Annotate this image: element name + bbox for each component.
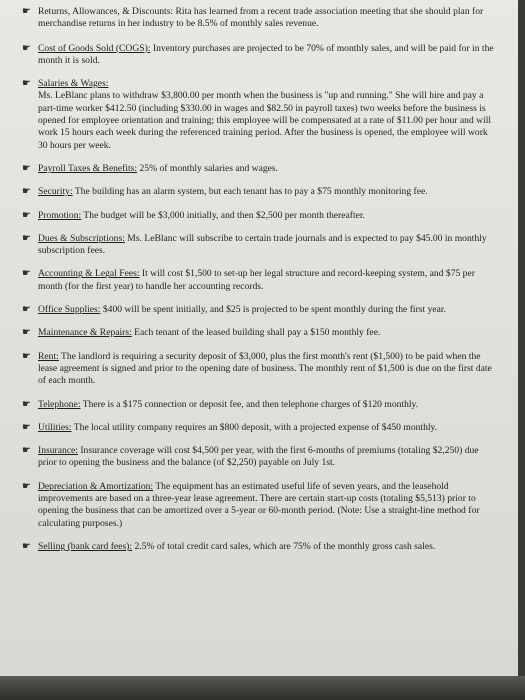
item-heading: Depreciation & Amortization:: [38, 480, 154, 492]
pointing-hand-icon: ☛: [22, 421, 31, 433]
pointing-hand-icon: ☛: [22, 162, 31, 174]
item-heading: Returns, Allowances, & Discounts:: [38, 6, 174, 17]
item-heading: Payroll Taxes & Benefits:: [38, 162, 138, 174]
item-heading: Telephone:: [38, 398, 81, 410]
item-heading: Accounting & Legal Fees:: [38, 268, 140, 280]
item-text: Inventory purchases are projected to be 70% of monthly sales, and will be paid for in the month it is sold.: [38, 42, 494, 66]
item-text: The landlord is requiring a security deposit of $3,000, plus the first month's rent ($1,500) to be paid when the lease agreement is signed and prior to the opening date of business. The monthly rent of $1,500 is due on the first date of each month.: [38, 350, 492, 387]
list-item: [22, 186, 498, 198]
pointing-hand-icon: ☛: [22, 268, 31, 280]
item-heading: Dues & Subscriptions:: [38, 232, 125, 244]
table-surface: [0, 676, 525, 700]
item-text: The budget will be $3,000 initially, and then $2,500 per month thereafter.: [81, 209, 365, 221]
item-text: The building has an alarm system, but each tenant has to pay a $75 monthly monitoring fee.: [72, 186, 428, 198]
pointing-hand-icon: ☛: [22, 350, 31, 362]
pointing-hand-icon: ☛: [22, 186, 31, 198]
pointing-hand-icon: ☛: [22, 209, 31, 221]
list-item: [22, 350, 498, 388]
list-item: [22, 445, 498, 470]
list-item: [22, 209, 498, 222]
item-heading: Security:: [38, 186, 73, 198]
item-text: $400 will be spent initially, and $25 is projected to be spent monthly during the first year.: [100, 304, 446, 316]
list-item: [22, 480, 498, 530]
list-item: [22, 6, 498, 31]
item-text: 25% of monthly salaries and wages.: [137, 162, 279, 174]
list-item: [22, 540, 498, 553]
pointing-hand-icon: ☛: [22, 304, 31, 316]
list-item: [22, 327, 498, 339]
item-heading: Office Supplies:: [38, 304, 101, 316]
pointing-hand-icon: ☛: [22, 42, 31, 54]
pointing-hand-icon: ☛: [22, 540, 31, 552]
item-heading: Insurance:: [38, 445, 78, 457]
item-heading: Rent:: [38, 350, 59, 362]
list-item: [22, 232, 498, 258]
item-heading: Utilities:: [38, 421, 72, 433]
item-text: 2.5% of total credit card sales, which are 75% of the monthly gross cash sales.: [132, 540, 436, 552]
list-item: [22, 268, 498, 293]
pointing-hand-icon: ☛: [22, 327, 31, 339]
item-text: The local utility company requires an $800 deposit, with a projected expense of $450 monthly.: [71, 421, 438, 433]
item-text: Rita has learned from a recent trade association meeting that she should plan for merchandise returns in her industry to be 8.5% of monthly sales revenue.: [38, 6, 484, 30]
list-item: [22, 398, 498, 411]
pointing-hand-icon: ☛: [22, 232, 31, 244]
item-text: Each tenant of the leased building shall pay a $150 monthly fee.: [131, 327, 381, 339]
item-heading: Maintenance & Repairs:: [38, 327, 132, 339]
item-text: Ms. LeBlanc plans to withdraw $3,800.00 per month when the business is "up and running." She will hire and pay a part-time worker $412.50 (including $330.00 in wages and $82.50 in payroll taxes) two weeks before the business is opened for employee orientation and training; this employee will be compensated at a rate of $11.00 per hour and will work 15 hours each week during the referenced training period. After the business is opened, the employee will work 30 hours per week.: [38, 90, 492, 151]
item-heading: Selling (bank card fees):: [38, 540, 133, 552]
list-item: [22, 42, 498, 68]
item-text: The equipment has an estimated useful life of seven years, and the leasehold improvements are based on a three-year lease agreement. There are certain start-up costs (totaling $5,513) prior to opening the business that can be amortized over a 5-year or 60-month period. (Note: Use a straight-line method for calculating purposes.): [38, 480, 480, 529]
list-item: [22, 162, 498, 175]
pointing-hand-icon: ☛: [22, 445, 31, 457]
pointing-hand-icon: ☛: [22, 480, 31, 492]
list-item: [22, 421, 498, 434]
pointing-hand-icon: ☛: [22, 78, 31, 90]
list-item: [22, 304, 498, 316]
item-heading: Cost of Goods Sold (COGS):: [38, 42, 151, 54]
item-text: It will cost $1,500 to set-up her legal structure and record-keeping system, and $75 per month (for the first year) to handle her accounting records.: [38, 268, 475, 292]
pointing-hand-icon: ☛: [22, 398, 31, 410]
item-heading: Salaries & Wages:: [38, 78, 109, 90]
item-heading: Promotion:: [38, 209, 82, 221]
item-text: Insurance coverage will cost $4,500 per year, with the first 6-months of premiums (totaling $2,250) due prior to opening the business and the balance (of $2,250) payable on July 1st.: [38, 445, 479, 469]
item-text: Ms. LeBlanc will subscribe to certain trade journals and is expected to pay $45.00 in monthly subscription fees.: [38, 232, 487, 257]
list-item: [22, 78, 498, 152]
item-text: There is a $175 connection or deposit fee, and then telephone charges of $120 monthly.: [80, 398, 419, 410]
pointing-hand-icon: ☛: [22, 6, 31, 17]
